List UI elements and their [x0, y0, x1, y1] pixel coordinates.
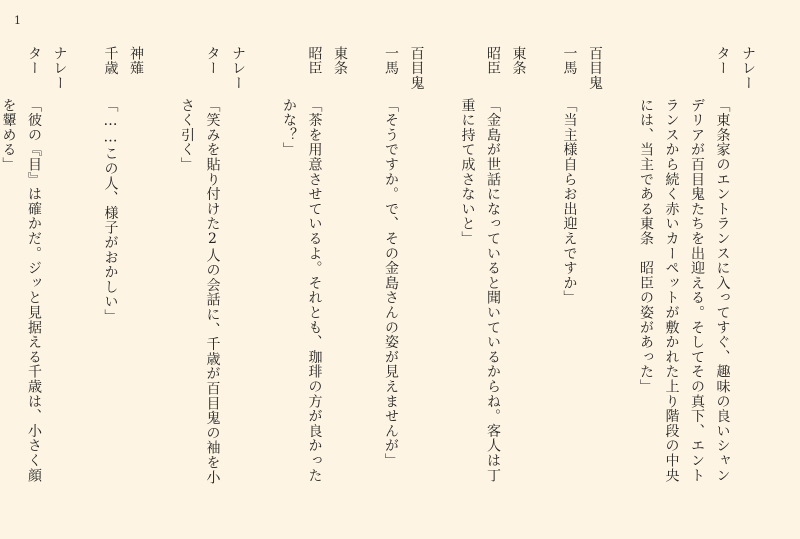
- speaker-name: 百目鬼 一馬: [561, 46, 603, 106]
- speaker-name: 東条 昭臣: [306, 46, 348, 91]
- speaker-name: 神薙 千歳: [102, 46, 144, 91]
- script-entry: [21, 46, 72, 516]
- dialogue-line: 「東条家のエントランスに入ってすぐ、趣味の良いシャン: [714, 98, 731, 483]
- entry-gap: [531, 46, 557, 516]
- entry-gap: [352, 46, 378, 516]
- script-continuation: [174, 46, 200, 516]
- entry-gap: [148, 46, 174, 516]
- script-entry: [199, 46, 250, 516]
- dialogue-line: 「当主様自らお出迎えですか」: [561, 98, 578, 306]
- entry-gap: [607, 46, 633, 516]
- dialogue-line: 「そうですか。で、その金島さんの姿が見えませんが」: [383, 98, 399, 468]
- script-entry: [97, 46, 148, 516]
- script-continuation: [454, 46, 480, 516]
- script-entry: [480, 46, 531, 516]
- script-continuation: [0, 46, 21, 516]
- speaker-name: ナレーター: [714, 46, 756, 91]
- dialogue-line: ランスから続く赤いカーペットが敷かれた上り階段の中央: [663, 98, 680, 483]
- script-continuation: [684, 46, 710, 516]
- script-continuation: [633, 46, 659, 516]
- dialogue-line: 「笑みを貼り付けた2人の会話に、千歳が百目鬼の袖を小: [204, 98, 221, 485]
- entry-gap: [429, 46, 455, 516]
- dialogue-line: さく引く」: [179, 98, 195, 172]
- speaker-name: 東条 昭臣: [485, 46, 527, 91]
- speaker-name: ナレーター: [204, 46, 246, 91]
- dialogue-line: を顰める」: [0, 98, 17, 172]
- dialogue-line: 重に持て成さないと」: [459, 98, 476, 246]
- script-continuation: [658, 46, 684, 516]
- dialogue-line: 「茶を用意させているよ。それとも、珈琲の方が良かった: [306, 98, 323, 483]
- script-continuation: [276, 46, 302, 516]
- script-entry: [556, 46, 607, 516]
- dialogue-line: 「……この人、様子がおかしい」: [102, 98, 119, 324]
- script-body: [0, 46, 760, 516]
- script-entry: [301, 46, 352, 516]
- script-entry: [378, 46, 429, 516]
- dialogue-line: 「彼の『目』は確かだ。ジッと見据える千歳は、小さく顔: [26, 98, 42, 483]
- page-number: 1: [14, 14, 21, 27]
- entry-gap: [72, 46, 98, 516]
- dialogue-line: かな？」: [281, 98, 297, 158]
- entry-gap: [250, 46, 276, 516]
- speaker-name: 百目鬼 一馬: [383, 46, 425, 106]
- dialogue-line: には、当主である東条 昭臣の姿があった」: [638, 98, 654, 394]
- speaker-name: ナレーター: [26, 46, 68, 91]
- dialogue-line: 「金島が世話になっていると聞いているからね。客人は丁: [485, 98, 501, 483]
- script-entry: [709, 46, 760, 516]
- dialogue-line: デリアが百目鬼たちを出迎える。そしてその真下、エント: [689, 98, 705, 483]
